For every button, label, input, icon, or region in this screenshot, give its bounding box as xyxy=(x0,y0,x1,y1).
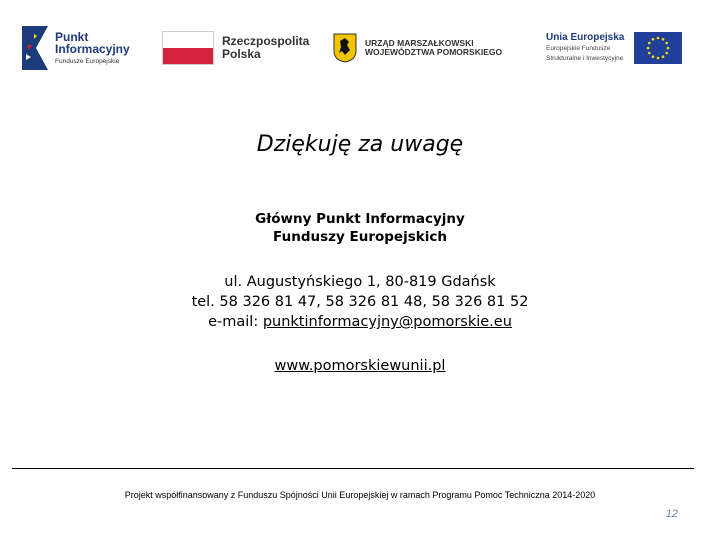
griffin-crest-icon xyxy=(333,33,357,63)
phone-text: tel. 58 326 81 47, 58 326 81 48, 58 326 81 52 xyxy=(191,294,529,310)
footer-text: Projekt współfinansowany z Funduszu Spójności Unii Europejskiej w ramach Programu Pomoc Techniczna 2014-2020 xyxy=(124,490,596,500)
logo-unia-europejska xyxy=(546,22,682,74)
org-line2: Funduszy Europejskich xyxy=(273,229,447,245)
website-link[interactable]: www.pomorskiewunii.pl xyxy=(274,358,446,374)
eu-flag-icon xyxy=(634,32,682,64)
logo-rzeczpospolita-polska xyxy=(162,22,309,74)
footer-divider xyxy=(12,468,694,469)
website-line xyxy=(0,358,720,374)
logo-ue-line2: Europejskie Fundusze xyxy=(546,45,611,53)
org-line1: Główny Punkt Informacyjny xyxy=(255,211,465,227)
fundusze-europejskie-logo-icon xyxy=(22,26,48,70)
contact-block xyxy=(0,272,720,332)
email-line xyxy=(0,312,720,332)
organization-name xyxy=(0,210,720,246)
logo-pi-line2: Informacyjny xyxy=(55,42,130,57)
logo-punkt-informacyjny xyxy=(22,22,130,74)
logo-um-line1: URZĄD MARSZAŁKOWSKI xyxy=(365,38,474,49)
logo-pi-line1: Punkt xyxy=(55,29,89,44)
logo-rp-line2: Polska xyxy=(222,47,261,61)
slide-title: Dziękuję za uwagę xyxy=(256,132,464,157)
logo-rp-line1: Rzeczpospolita xyxy=(222,34,310,49)
logo-ue-line3: Strukturalne i Inwestycyjne xyxy=(546,55,624,63)
logo-ue-line1: Unia Europejska xyxy=(546,31,625,43)
email-label: e-mail: xyxy=(208,314,263,330)
email-link[interactable]: punktinformacyjny@pomorskie.eu xyxy=(262,314,512,330)
page-number: 12 xyxy=(665,508,678,520)
polish-flag-icon xyxy=(162,31,214,65)
logo-pi-line3: Fundusze Europejskie xyxy=(55,57,120,65)
logo-urzad-marszalkowski xyxy=(333,22,502,74)
logo-um-line2: WOJEWÓDZTWA POMORSKIEGO xyxy=(365,47,503,57)
address-text: ul. Augustyńskiego 1, 80-819 Gdańsk xyxy=(224,274,496,290)
